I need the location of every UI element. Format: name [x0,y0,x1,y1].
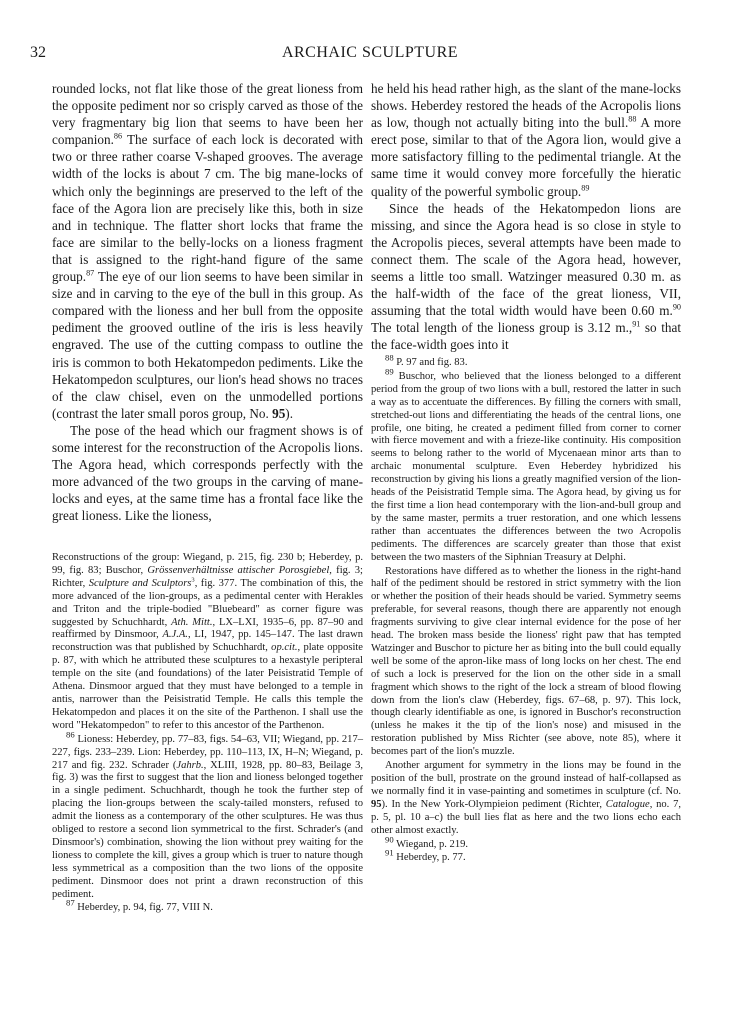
footnotes-right [371,352,681,866]
footnotes-left [52,552,363,916]
footnote-ref-91[interactable]: 91 [632,319,641,329]
catalogue-number: 95 [371,798,382,810]
footnote-91: $^{91}$ Heberdey, p. 77. [385,847,466,864]
footnote-90: $^{90}$ Wiegand, p. 219. [385,834,469,850]
catalogue-number: 95 [272,405,286,421]
footnote-ref-86[interactable]: 86 [113,131,123,141]
body-paragraph: he held his head rather high, as the slant of the mane-locks shows. Heberdey restored the heads of the Acropolis lions as low, though not actually biting into the bull.$^{88}$ A more erect pose, similar to that of the Agora lion, would give a more satisfactory filling to the pedimental triangle. At the same time it would convey more forcefully the hieratic quality of the powerful symbolic group.$^{89}$ [371,81,682,199]
footnote-89-symmetry: Another argument for symmetry in the lions may be found in the position of the bull, prostrate on the ground instead of half-collapsed as we normally find it in vase-painting and sometimes in sculpture (cf. No. 95). In the New York-Olympieion pediment (Richter, Catalogue, no. 7, p. 5, pl. 10 a–c) the bull lies flat as here and the two lions echo each other almost exactly. [371,760,681,836]
footnote-89-restorations: Restorations have differed as to whether the lioness in the right-hand half of the pediment should be restored in strict symmetry with the lion or whether the position of their heads should be varied. Symmetry seems preferable, for several reasons, though there are apparently not enough fragments surviving to give clear internal evidence for the pose of her head. The broken mass beside the lioness' right paw that has tempted Watzinger and Buschor to picture her as biting into the bull could equally well be some of the apron-like mass of long locks on her chest. The end of such a lock is preserved for the lion on the other side in a small fragment which shows to the right of the lock a stream of blood flowing down from the lion's claw (Heberdey, figs. 67–68, p. 97). This lock, though clearly identifiable as one, is ignored in Buschor's reconstruction (unless he makes it the tip of the lion's nose) and misused in the restoration published by Miss Richter (see above, note 85), where it becomes part of the lion's muzzle. [371,565,681,758]
footnote-87: $^{87}$ Heberdey, p. 94, fig. 77, VIII N. [66,897,213,914]
footnote-86: $^{86}$ Lioness: Heberdey, pp. 77–83, figs. 54–63, VII; Wiegand, pp. 217–227, figs. 233–239. Lion: Heberdey, pp. 110–113, IX, H–N; Wiegand, p. 217 and fig. 232. Schrader (Jahrb., XLIII, 1928, pp. 80–83, Beilage 3, fig. 3) was the first to suggest that the lion and lioness belonged together in a single pediment. Schuchhardt, though he took the further step of placing the lion-groups between the scaly-tailed monsters, refused to admit the lioness as a contemporary of the other sculptures. He was thus obliged to restore a second lion symmetrical to the first. Schrader's (and Dinsmoor's) combination, showing the lion without prey waiting for the lioness to complete the kill, gives a group which is truer to nature though less symmetrical as a composition than the two lions of the opposite pediment. Dinsmoor does not print a drawn reconstruction of this pediment. [52,729,363,900]
footnote-88: $^{88}$ P. 97 and fig. 83. [385,352,468,368]
footnote-number: 87 [66,897,75,908]
body-paragraph: Since the heads of the Hekatompedon lions are missing, and since the Agora head is so close in style to the Acropolis pieces, several attempts have been made to connect them. The scale of the Agora head, however, seems a little too small. Watzinger measured 0.30 m. as the half-width of the face of the great lioness, VII, assuming that the total width would have been 0.60 m.$^{90}$ The total length of the lioness group is 3.12 m.,$^{91}$ so that the face-width goes into it [371,200,681,353]
footnote-ref-88[interactable]: 88 [628,114,637,124]
footnote-number: 91 [385,847,394,858]
body-paragraph: The pose of the head which our fragment shows is of some interest for the reconstruction of the Acropolis lions. The Agora head, which corresponds perfectly with the more advanced of the two groups in the carving of mane-locks and eyes, at the same time has a frontal face like the great lioness. Like the lioness, [52,422,363,524]
footnote-ref-87[interactable]: 87 [86,268,95,278]
footnote-ref-90[interactable]: 90 [672,302,681,312]
footnote-89: $^{89}$ Buschor, who believed that the lioness belonged to a different period from the group of two lions with a bull, restored the latter in such a way as to accentuate the differences. By filling the corners with small, stretched-out lions and differentiating the heads of the central lions, one profile, one biting, he created a pediment filled from corner to corner with fierce movement and with a frieze-like continuity. His composition seems to belong rather to the world of Mycenaean minor arts than to archaic monumental sculpture. Even Heberdey hybridized his reconstruction by giving his lions a greatly magnified version of the lion-heads of the Peisistratid Temple sima. The Agora head, by giving us for the first time a lion head contemporary with the lion-and-bull group and by the same master, permits a truer restoration, and one which lessens rather than accentuates the differences between the two Acropolis pediments. The differences are scarcely greater than those that exist between the two masters of the Siphnian Treasury at Delphi. [371,366,681,563]
body-column-right [371,80,681,354]
footnote-number: 86 [66,729,75,740]
running-title: ARCHAIC SCULPTURE [281,44,459,61]
running-head [30,44,710,66]
footnote-number: 90 [385,834,394,845]
page-number: 32 [30,44,46,61]
footnote-ref-89[interactable]: 89 [581,183,590,193]
footnote-number: 89 [385,366,394,377]
body-paragraph: rounded locks, not flat like those of the great lioness from the opposite pediment nor so crisply carved as those of the very fragmentary big lion that seems to have been her companion.$^{86}$ The surface of each lock is decorated with two or three rather coarse V-shaped grooves. The average width of the locks is about 7 cm. The big mane-locks of which only the beginnings are preserved to the left of the face of the Agora lion are precisely like this, both in size and in technique. The flatter short locks that frame the face are similar to the belly-locks on a lioness fragment that is assigned to the right-hand figure of the same group.$^{87}$ The eye of our lion seems to have been similar in size and in carving to the eye of the bull in this group. As compared with the lioness and her bull from the opposite pediment the grooved outline of the iris is less heavily engraved. The use of the cutting compass to outline the iris is common to both Hekatompedon pediments. Like the Hekatompedon sculptures, our lion's head shows no traces of the claw chisel, even on the unmodelled portions (contrast the later small poros group, No. 95). [52,81,363,421]
body-column-left [52,80,363,524]
footnote-continuation: Reconstructions of the group: Wiegand, p. 215, fig. 230 b; Heberdey, p. 99, fig. 83; Buschor, Grössenverhältnisse attischer Porosgiebel, fig. 3; Richter, Sculpture and Sculptors$^3$, fig. 377. The combination of this, the more advanced of the lion-groups, as a pedimental center with Herakles and Triton and the triple-bodied "Bluebeard" as corner figure was suggested by Schuchhardt, Ath. Mitt., LX–LXI, 1935–6, pp. 87–90 and reaffirmed by Dinsmoor, A.J.A., LI, 1947, pp. 145–147. The last drawn reconstruction was that published by Schuchhardt, op.cit., plate opposite p. 87, with which he attributed these sculptures to a hexastyle peripteral temple on the site (and foundations) of the later Peisistratid Temple of Athena. Dinsmoor argued that they must have belonged to a temple in antis, narrower than the Peisistratid Temple. He calls this temple the Hekatompedon and places it on the site of the Parthenon. I shall use the word "Hekatompedon" to refer to this ancestor of the Parthenon. [52,552,363,731]
footnote-number: 88 [385,352,394,363]
